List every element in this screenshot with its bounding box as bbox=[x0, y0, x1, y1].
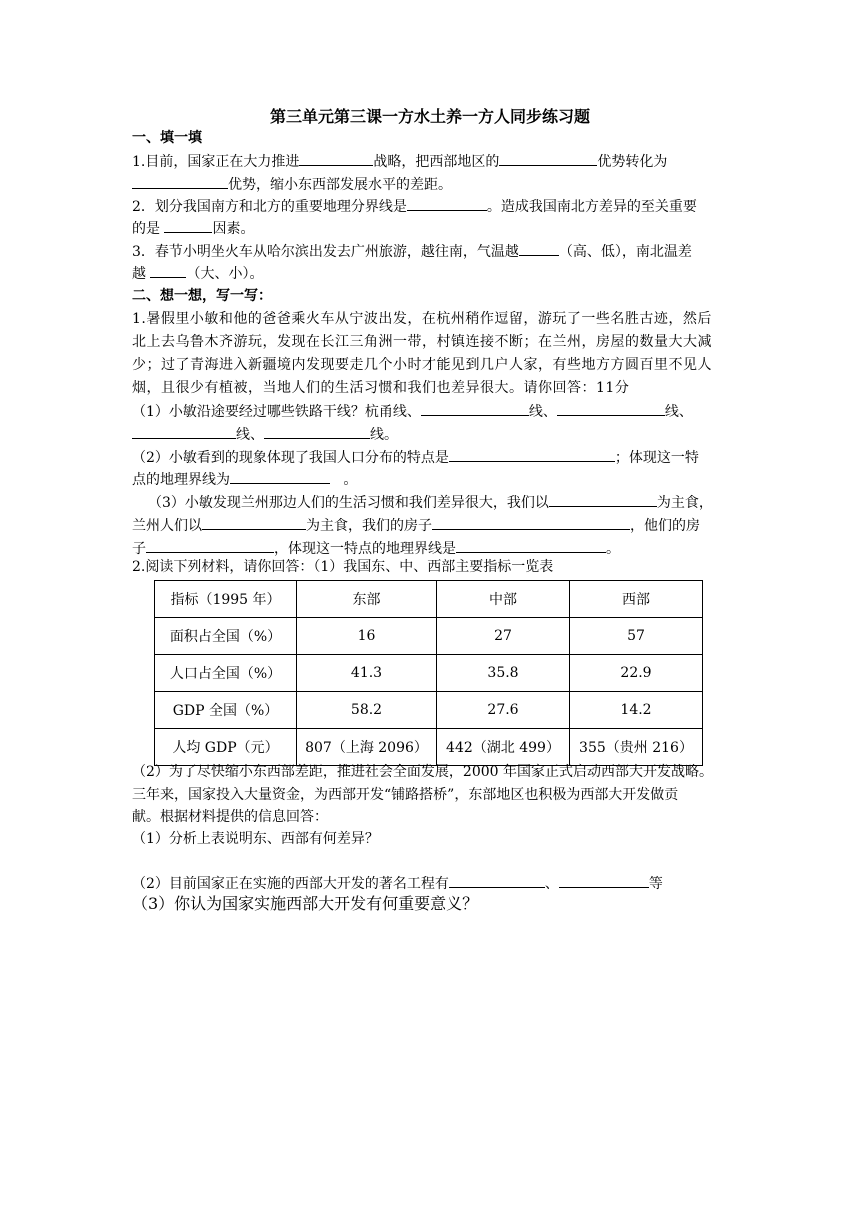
passage-line4: 烟，且很少有植被，当地人们的生活习惯和我们也差异很大。请你回答：11分 bbox=[132, 380, 630, 396]
page-title: 第三单元第三课一方水土养一方人同步练习题 bbox=[269, 107, 590, 126]
table-cell: 27 bbox=[437, 618, 570, 655]
sub3-line2 bbox=[132, 515, 700, 536]
indicator-table bbox=[154, 580, 703, 766]
q1-line2 bbox=[132, 174, 452, 195]
q2-blank-2[interactable] bbox=[164, 218, 212, 233]
q1-text-d: 优势，缩小东西部发展水平的差距。 bbox=[228, 177, 452, 193]
q3-text-d: （大、小）。 bbox=[186, 266, 264, 282]
sub3-text-e: ，他们的房 bbox=[630, 518, 700, 534]
sub3-blank-4[interactable] bbox=[146, 538, 274, 553]
sub3-text-f: 子 bbox=[132, 541, 146, 557]
sub2-blank-2[interactable] bbox=[230, 469, 330, 484]
sub1-text-e: 线。 bbox=[370, 427, 398, 443]
sub3-text-d: 为主食，我们的房子 bbox=[306, 518, 432, 534]
table-cell: 41.3 bbox=[297, 655, 437, 692]
answer-q2-text-a: （2）目前国家正在实施的西部大开发的著名工程有 bbox=[132, 876, 449, 892]
sub3-text-a: （3）小敏发现兰州那边人们的生活习惯和我们差异很大，我们以 bbox=[148, 495, 549, 511]
table-header-cell: 东部 bbox=[297, 581, 437, 618]
table-header-cell: 指标（1995 年） bbox=[155, 581, 297, 618]
sub3-blank-2[interactable] bbox=[202, 515, 306, 530]
q3-blank-2[interactable] bbox=[150, 263, 186, 278]
sub3-text-g: ，体现这一特点的地理界线是 bbox=[274, 541, 456, 557]
table-cell: 人口占全国（%） bbox=[155, 655, 297, 692]
sub2-text-b: ；体现这一特 bbox=[614, 450, 699, 466]
sub3-text-c: 兰州人们以 bbox=[132, 518, 202, 534]
table-header-cell: 西部 bbox=[570, 581, 703, 618]
q1-blank-3[interactable] bbox=[132, 174, 228, 189]
sub1-line2 bbox=[132, 424, 398, 445]
table-row bbox=[155, 618, 703, 655]
table-row bbox=[155, 692, 703, 729]
table-cell: 人均 GDP（元） bbox=[155, 729, 297, 766]
q3-blank-1[interactable] bbox=[519, 241, 559, 256]
answer-q2-text-b: 、 bbox=[544, 876, 559, 892]
table-header-cell: 中部 bbox=[437, 581, 570, 618]
q3-text-a: 3．春节小明坐火车从哈尔滨出发去广州旅游，越往南，气温越 bbox=[132, 244, 519, 260]
table-cell: 35.8 bbox=[437, 655, 570, 692]
sub2-text-c: 点的地理界线为 bbox=[132, 472, 230, 488]
q2-line1 bbox=[132, 196, 697, 217]
material-line2: 三年来，国家投入大量资金，为西部开发“铺路搭桥”，东部地区也积极为西部大开发做贡 bbox=[132, 787, 679, 803]
sub1-text-b: 线、 bbox=[528, 404, 557, 420]
q2-text-a: 2．划分我国南方和北方的重要地理分界线是 bbox=[132, 199, 407, 215]
sub1-blank-3[interactable] bbox=[132, 424, 236, 439]
answer-q2-blank-1[interactable] bbox=[449, 873, 545, 888]
sub1-line1 bbox=[132, 401, 693, 422]
table-cell: 14.2 bbox=[570, 692, 703, 729]
answer-q2 bbox=[132, 873, 663, 894]
q1-blank-1[interactable] bbox=[299, 151, 373, 166]
table-row bbox=[155, 729, 703, 766]
sub3-line1 bbox=[148, 492, 713, 513]
table-cell: 355（贵州 216） bbox=[570, 729, 703, 766]
sub2-line2 bbox=[132, 469, 357, 490]
sub1-blank-2[interactable] bbox=[557, 401, 665, 416]
table-header-row bbox=[155, 581, 703, 618]
sub2-blank-1[interactable] bbox=[449, 447, 615, 462]
table-cell: 57 bbox=[570, 618, 703, 655]
sub3-blank-5[interactable] bbox=[456, 538, 606, 553]
table-cell: 442（湖北 499） bbox=[437, 729, 570, 766]
q3-text-b: （高、低），南北温差 bbox=[558, 244, 692, 260]
q1-blank-2[interactable] bbox=[499, 151, 597, 166]
q1-text-c: 优势转化为 bbox=[597, 154, 668, 170]
table-row bbox=[155, 655, 703, 692]
q1-text-b: 战略，把西部地区的 bbox=[373, 154, 500, 170]
sub1-blank-4[interactable] bbox=[264, 424, 370, 439]
passage-line2: 北上去乌鲁木齐游玩，发现在长江三角洲一带，村镇连接不断；在兰州，房屋的数量大大减 bbox=[132, 334, 712, 350]
sub1-text-a: （1）小敏沿途要经过哪些铁路干线？杭甬线、 bbox=[132, 404, 421, 420]
passage-line1: 1.暑假里小敏和他的爸爸乘火车从宁波出发，在杭州稍作逗留，游玩了一些名胜古迹，然后 bbox=[132, 311, 712, 327]
sub3-blank-3[interactable] bbox=[432, 515, 630, 530]
passage-line3: 少；过了青海进入新疆境内发现要走几个小时才能见到几户人家，有些地方方圆百里不见人 bbox=[132, 357, 712, 373]
answer-q2-text-c: 等 bbox=[648, 876, 663, 892]
sub3-text-h: 。 bbox=[606, 541, 620, 557]
table-cell: 58.2 bbox=[297, 692, 437, 729]
section1-heading: 一、填一填 bbox=[132, 130, 202, 146]
q3-text-c: 越 bbox=[132, 266, 146, 282]
sub3-line3 bbox=[132, 538, 620, 559]
sub1-text-d: 线、 bbox=[236, 427, 264, 443]
table-cell: GDP 全国（%） bbox=[155, 692, 297, 729]
sub3-blank-1[interactable] bbox=[549, 492, 657, 507]
answer-q2-blank-2[interactable] bbox=[559, 873, 649, 888]
q2-blank-1[interactable] bbox=[407, 196, 487, 211]
q2-text-d: 因素。 bbox=[212, 221, 255, 237]
sub2-text-d: 。 bbox=[343, 472, 358, 488]
q2-text-c: 的是 bbox=[132, 221, 160, 237]
q2-intro: 2.阅读下列材料，请你回答：（1）我国东、中、西部主要指标一览表 bbox=[132, 559, 554, 575]
table-cell: 27.6 bbox=[437, 692, 570, 729]
sub2-text-a: （2）小敏看到的现象体现了我国人口分布的特点是 bbox=[132, 450, 449, 466]
q2-line2 bbox=[132, 218, 254, 239]
q1-text-a: 1.目前，国家正在大力推进 bbox=[132, 154, 300, 170]
sub1-text-c: 线、 bbox=[664, 404, 693, 420]
table-cell: 807（上海 2096） bbox=[297, 729, 437, 766]
q2-text-b: 。造成我国南北方差异的至关重要 bbox=[486, 199, 697, 215]
q1-line1 bbox=[132, 151, 667, 172]
answer-q3: （3）你认为国家实施西部大开发有何重要意义？ bbox=[132, 894, 479, 913]
sub1-blank-1[interactable] bbox=[421, 401, 529, 416]
sub3-text-b: 为主食， bbox=[656, 495, 713, 511]
q3-line2 bbox=[132, 263, 263, 284]
table-cell: 面积占全国（%） bbox=[155, 618, 297, 655]
material-line3: 献。根据材料提供的信息回答： bbox=[132, 809, 328, 825]
material-line1: （2）为了尽快缩小东西部差距，推进社会全面发展，2000 年国家正式启动西部大开发战略。 bbox=[132, 764, 713, 780]
section2-heading: 二、想一想，写一写： bbox=[132, 288, 272, 304]
q3-line1 bbox=[132, 241, 692, 262]
table-cell: 16 bbox=[297, 618, 437, 655]
sub2-line1 bbox=[132, 447, 699, 468]
table-cell: 22.9 bbox=[570, 655, 703, 692]
answer-q1: （1）分析上表说明东、西部有何差异？ bbox=[132, 831, 379, 847]
